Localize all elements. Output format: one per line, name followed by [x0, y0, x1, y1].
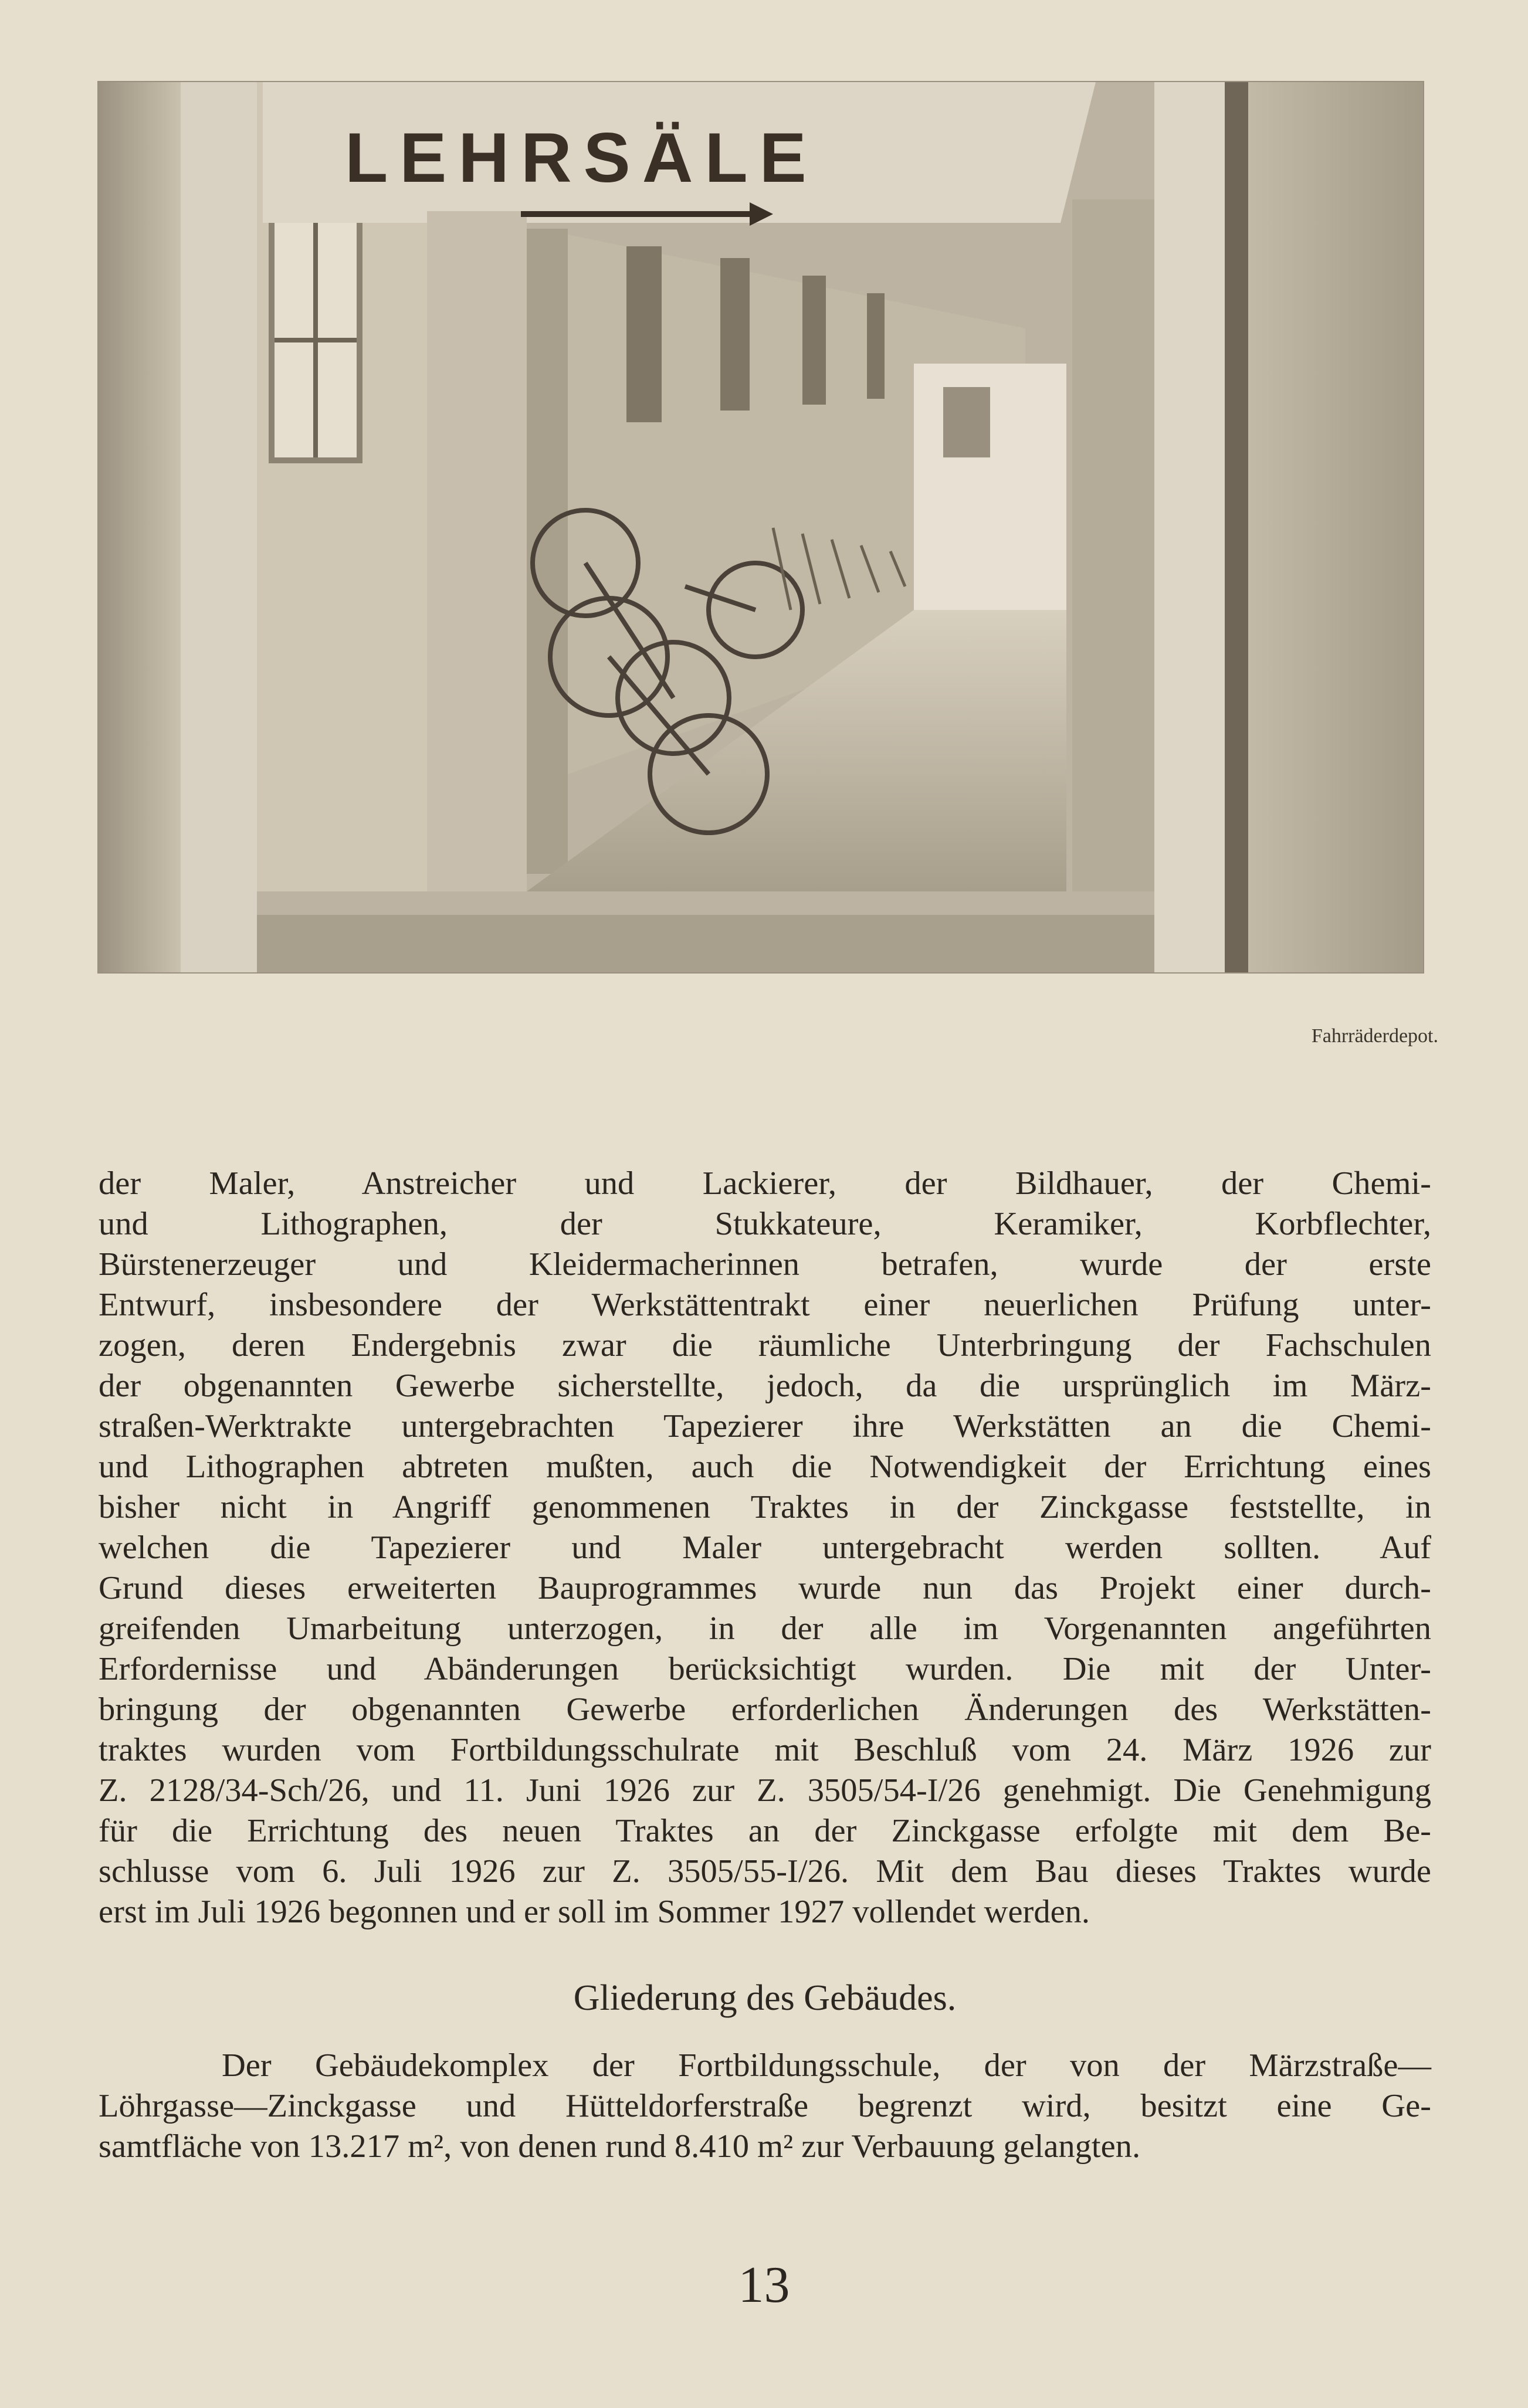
page-number: 13	[738, 2257, 790, 2314]
text-line: samtfläche von 13.217 m², von denen rund 8.410 m² zur Verbauung gelangten.	[99, 2128, 1141, 2165]
text-line: schlusse vom 6. Juli 1926 zur Z. 3505/55-I/26. Mit dem Bau dieses Traktes wurde	[99, 1853, 1431, 1890]
sign-text: LEHRSÄLE	[345, 118, 818, 197]
text-line: bringung der obgenannten Gewerbe erforderlichen Änderungen des Werkstätten-	[99, 1691, 1431, 1728]
text-line: greifenden Umarbeitung unterzogen, in der alle im Vorgenannten angeführten	[99, 1610, 1431, 1647]
section-heading: Gliederung des Gebäudes.	[573, 1978, 957, 2018]
text-line: traktes wurden vom Fortbildungsschulrate mit Beschluß vom 24. März 1926 zur	[99, 1732, 1431, 1768]
text-line: zogen, deren Endergebnis zwar die räumliche Unterbringung der Fachschulen	[99, 1327, 1431, 1364]
text-line: für die Errichtung des neuen Traktes an der Zinckgasse erfolgte mit dem Be-	[99, 1813, 1431, 1849]
text-line: und Lithographen, der Stukkateure, Keramiker, Korbflechter,	[99, 1206, 1431, 1242]
text-line: bisher nicht in Angriff genommenen Traktes in der Zinckgasse feststellte, in	[99, 1489, 1431, 1525]
text-line: welchen die Tapezierer und Maler untergebracht werden sollten. Auf	[99, 1529, 1431, 1566]
text-line: Der Gebäudekomplex der Fortbildungsschule, der von der Märzstraße—	[222, 2047, 1431, 2084]
paragraph-2	[99, 2046, 1431, 2167]
text-line: und Lithographen abtreten mußten, auch die Notwendigkeit der Errichtung eines	[99, 1449, 1431, 1485]
photo-caption: Fahrräderdepot.	[1311, 1025, 1438, 1047]
text-line: Grund dieses erweiterten Bauprogrammes wurde nun das Projekt einer durch-	[99, 1570, 1431, 1606]
paragraph-1	[99, 1164, 1431, 1932]
photo-illustration	[99, 82, 1423, 972]
text-line: der obgenannten Gewerbe sicherstellte, jedoch, da die ursprünglich im März-	[99, 1368, 1431, 1404]
text-line: Erfordernisse und Abänderungen berücksichtigt wurden. Die mit der Unter-	[99, 1651, 1431, 1687]
text-line: straßen-Werktrakte untergebrachten Tapezierer ihre Werkstätten an die Chemi-	[99, 1408, 1431, 1444]
text-line: der Maler, Anstreicher und Lackierer, der Bildhauer, der Chemi-	[99, 1165, 1431, 1202]
text-line: Entwurf, insbesondere der Werkstättentrakt einer neuerlichen Prüfung unter-	[99, 1287, 1431, 1323]
text-line: Z. 2128/34-Sch/26, und 11. Juni 1926 zur Z. 3505/54-I/26 genehmigt. Die Genehmigung	[99, 1772, 1431, 1809]
text-line: Löhrgasse—Zinckgasse und Hütteldorferstraße begrenzt wird, besitzt eine Ge-	[99, 2088, 1431, 2124]
text-line: Bürstenerzeuger und Kleidermacherinnen betrafen, wurde der erste	[99, 1246, 1431, 1283]
text-line: erst im Juli 1926 begonnen und er soll im Sommer 1927 vollendet werden.	[99, 1894, 1090, 1930]
photo-bicycle-depot	[99, 82, 1423, 972]
